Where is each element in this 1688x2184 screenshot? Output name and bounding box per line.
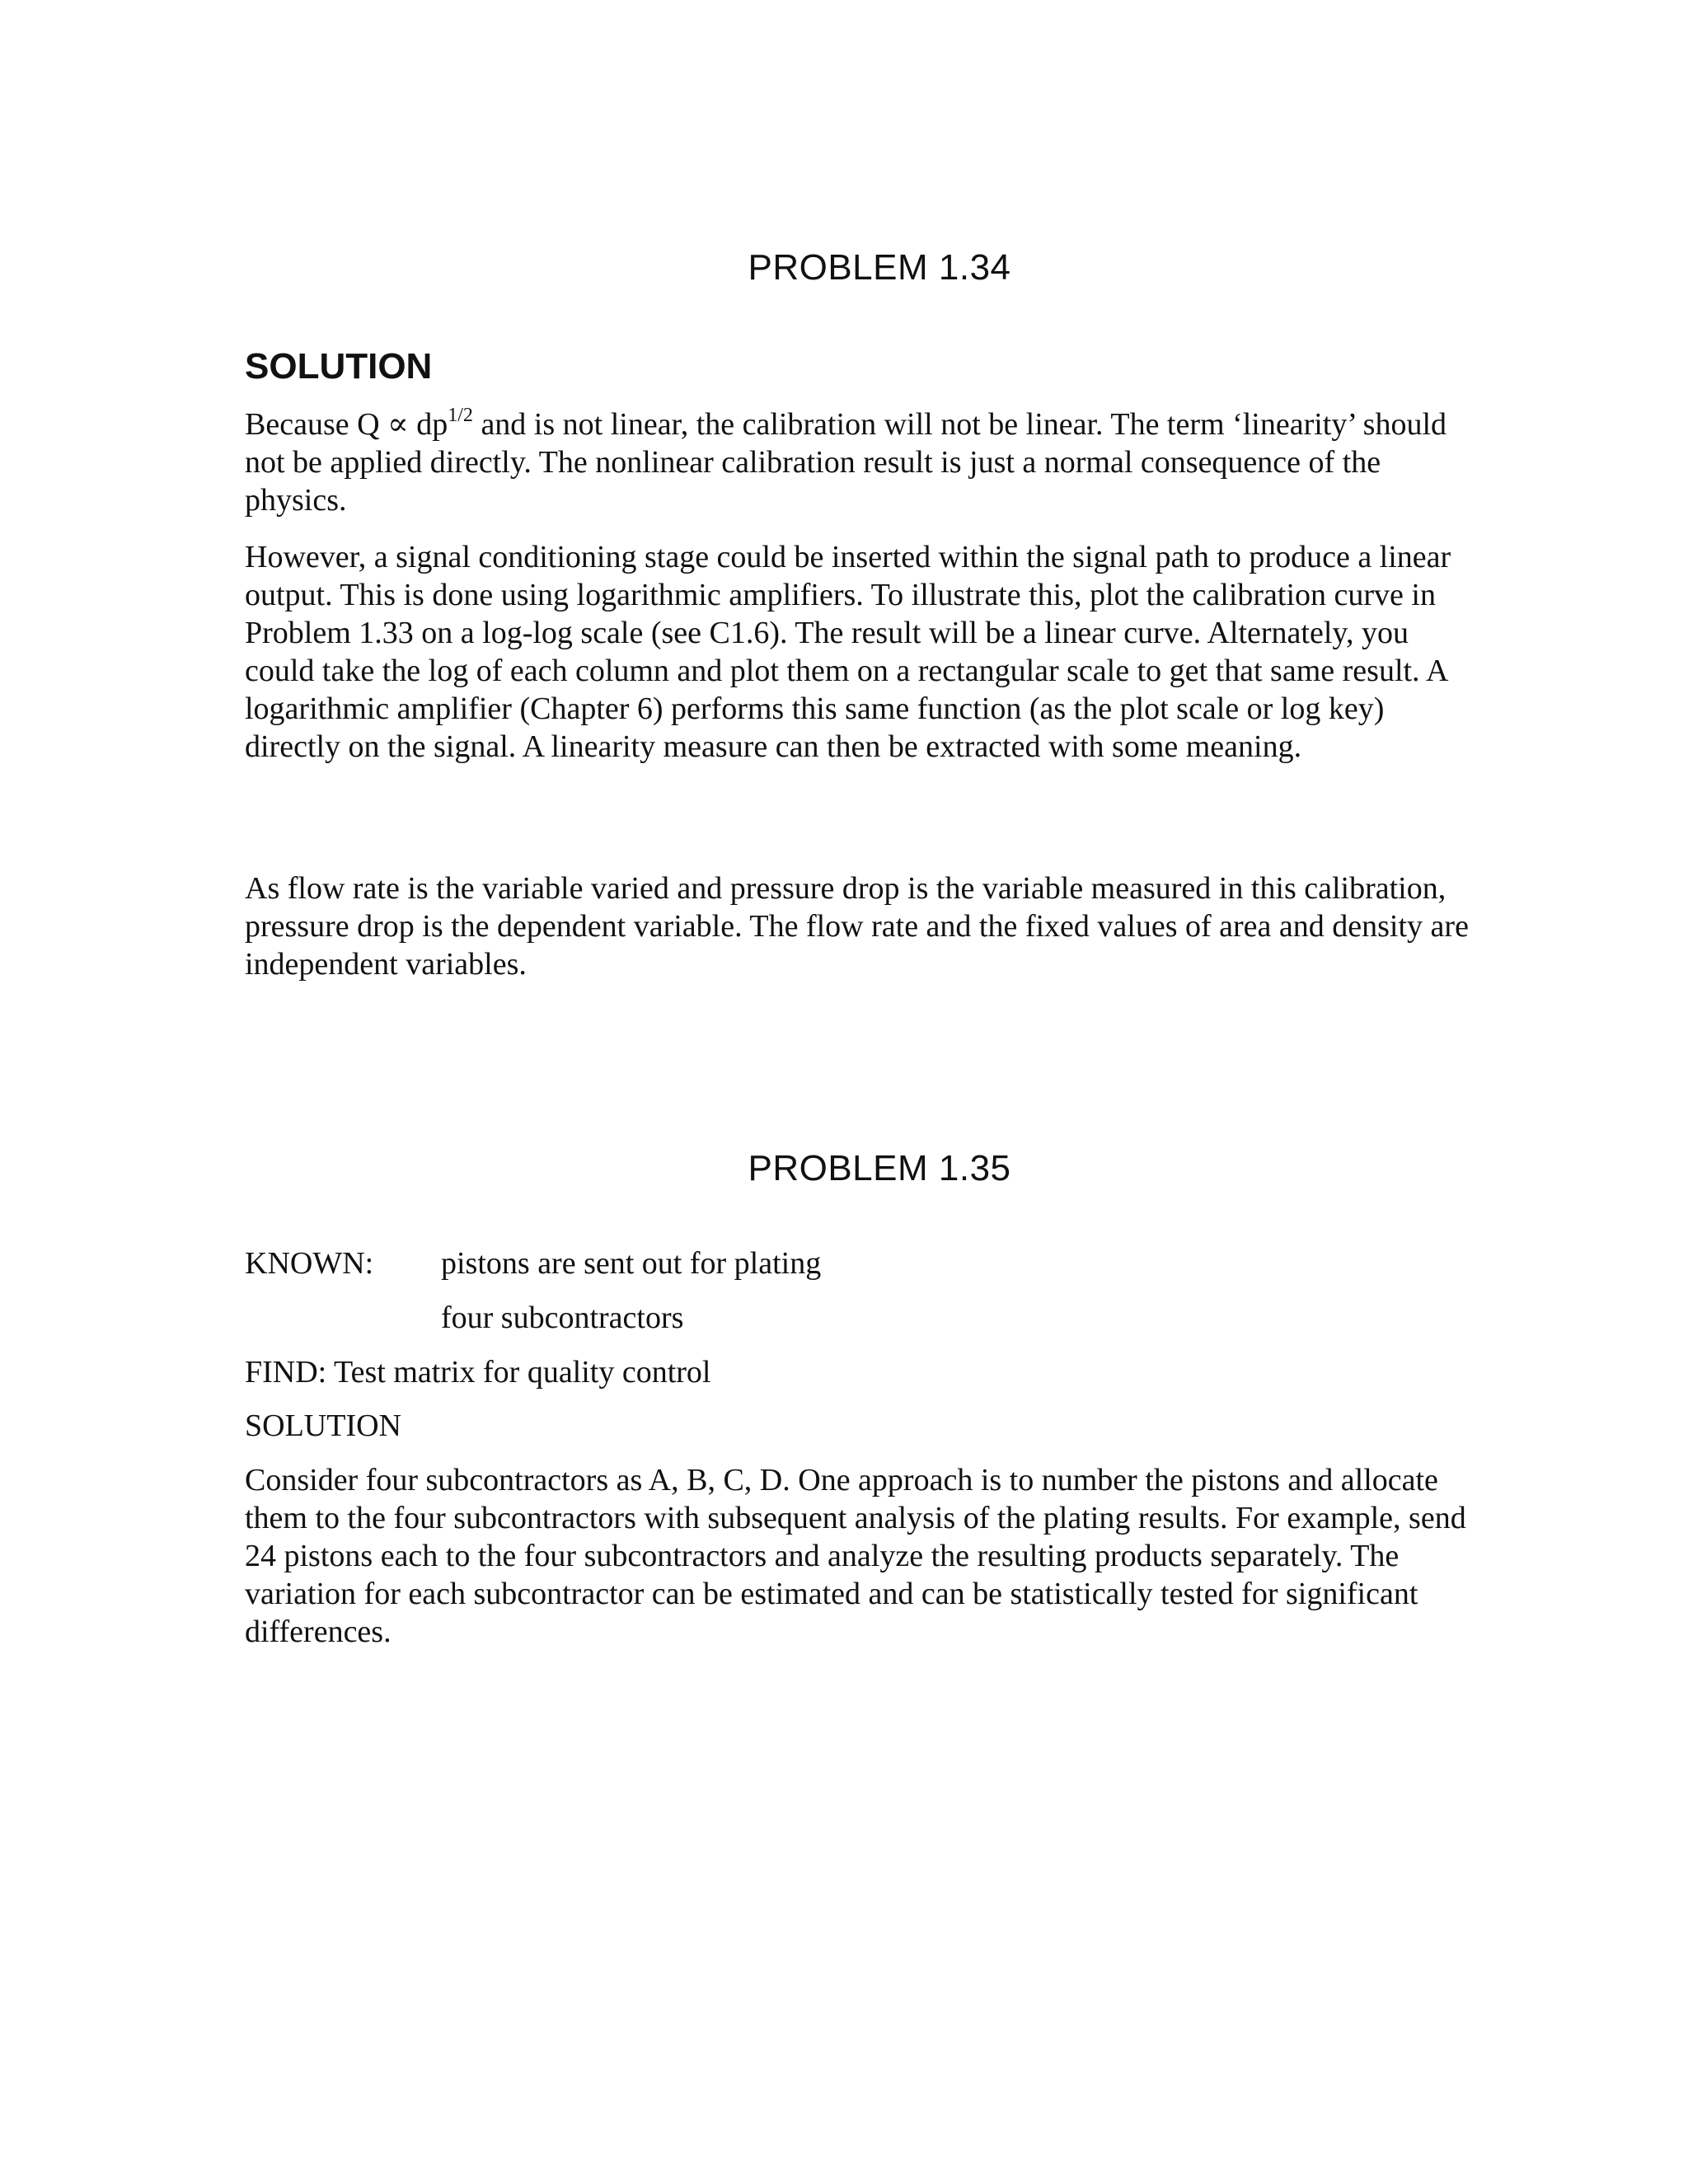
known-label: KNOWN: — [245, 1246, 374, 1281]
problem-1-35-solution-heading: SOLUTION — [245, 1408, 401, 1443]
problem-1-35-title: PROBLEM 1.35 — [748, 1148, 1011, 1188]
find-statement: FIND: Test matrix for quality control — [245, 1355, 711, 1390]
problem-1-34-solution-heading: SOLUTION — [245, 346, 433, 387]
problem-1-34-title: PROBLEM 1.34 — [748, 247, 1011, 288]
known-item-1: pistons are sent out for plating — [441, 1246, 822, 1281]
problem-1-34-paragraph-1 — [245, 405, 1481, 519]
problem-1-34-paragraph-3: As flow rate is the variable varied and pressure drop is the variable measured in this calibration, pressure drop is the dependent variable. The flow rate and the fixed values of area and density are independent variables. — [245, 871, 1469, 982]
para1-variable: dp — [408, 407, 448, 442]
known-item-2: four subcontractors — [441, 1301, 684, 1335]
problem-1-35-paragraph-1: Consider four subcontractors as A, B, C, D. One approach is to number the pistons and allocate them to the four subcontractors with subsequent analysis of the plating results. For example, send 24 pistons each to the four subcontractors and analyze the resulting products separately. The variation for each subcontractor can be estimated and can be statistically tested for significant differences. — [245, 1463, 1466, 1649]
known-row — [245, 1244, 821, 1282]
para1-lead: Because Q — [245, 407, 388, 442]
para1-rest: and is not linear, the calibration will not be linear. The term ‘linearity’ should not be applied directly. The nonlinear calibration result is just a normal consequence of the physics. — [245, 407, 1447, 518]
proportional-symbol: ∝ — [387, 407, 409, 442]
para1-exponent: 1/2 — [448, 405, 473, 426]
problem-1-34-paragraph-2: However, a signal conditioning stage could be inserted within the signal path to produce a linear output. This is done using logarithmic amplifiers. To illustrate this, plot the calibration curve in Problem 1.33 on a log-log scale (see C1.6). The result will be a linear curve. Alternately, you could take the log of each column and plot them on a rectangular scale to get that same result. A logarithmic amplifier (Chapter 6) performs this same function (as the plot scale or log key) directly on the signal. A linearity measure can then be extracted with some meaning. — [245, 540, 1451, 764]
